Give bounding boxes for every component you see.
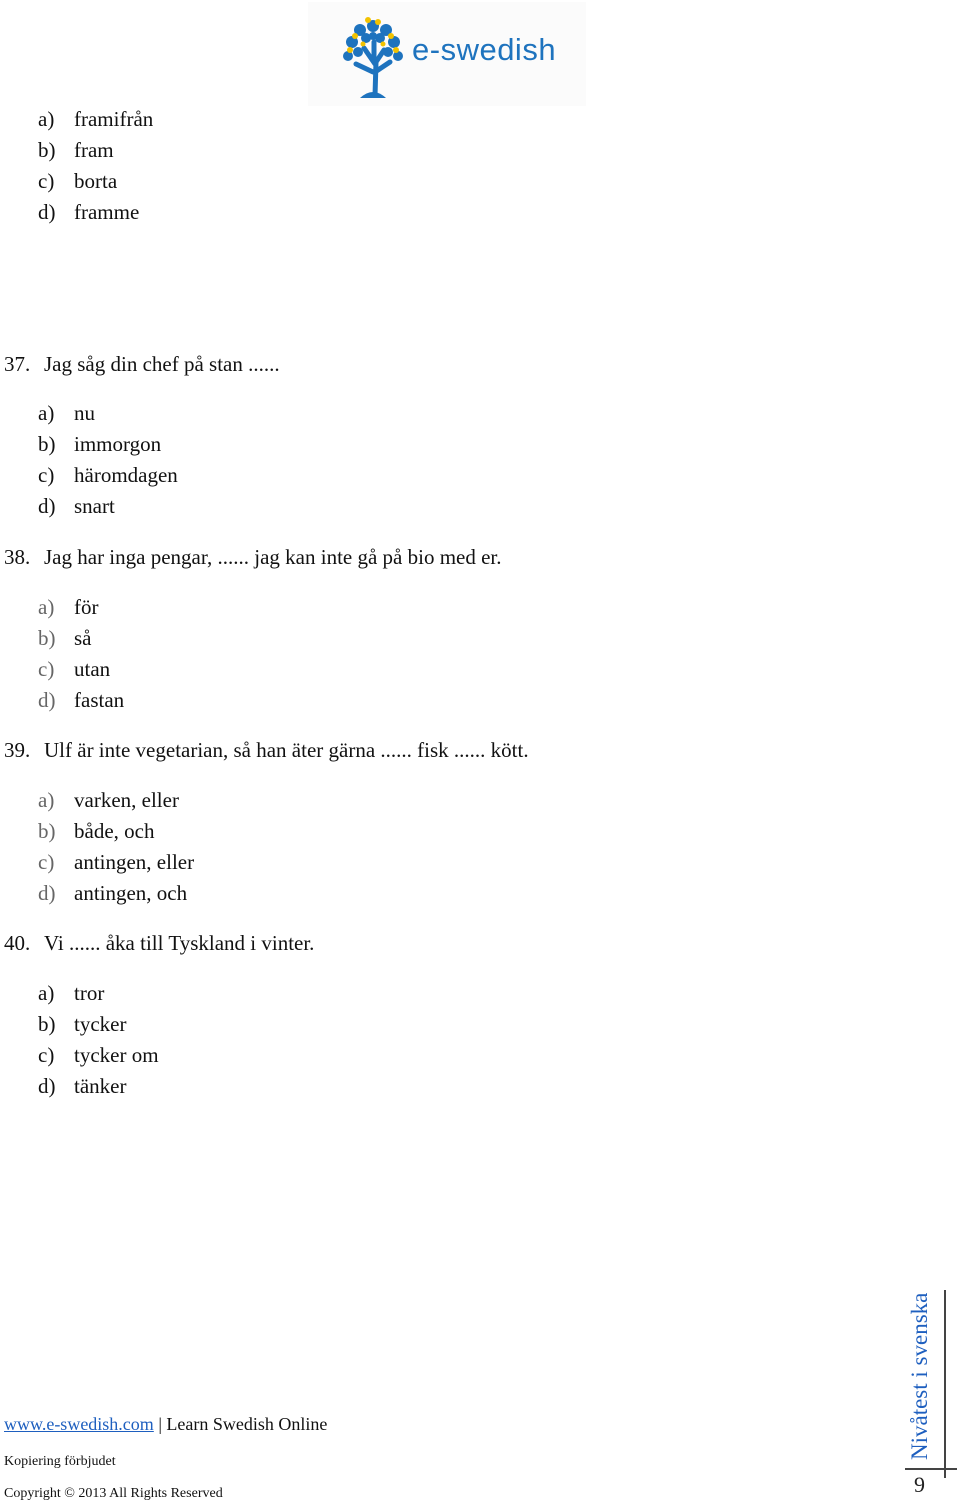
option-text: framme [74, 200, 140, 224]
option-text: antingen, och [74, 881, 188, 905]
e-swedish-logo [308, 2, 586, 106]
option-b [38, 623, 124, 654]
option-label: c) [38, 169, 55, 193]
option-label: c) [38, 657, 55, 681]
option-list [38, 104, 153, 228]
option-text: tänker [74, 1074, 127, 1098]
option-b [38, 1009, 159, 1040]
option-list [38, 785, 194, 909]
option-label: b) [38, 138, 56, 162]
option-label: a) [38, 788, 55, 812]
option-text: häromdagen [74, 463, 178, 487]
option-a [38, 398, 178, 429]
logo-wordmark: e-swedish [412, 32, 557, 67]
option-c [38, 654, 124, 685]
option-label: b) [38, 626, 56, 650]
copy-notice: Kopiering förbjudet [4, 1454, 116, 1469]
footer-link-line [4, 1414, 327, 1435]
option-label: b) [38, 819, 56, 843]
option-text: borta [74, 169, 118, 193]
option-text: framifrån [74, 107, 154, 131]
option-c [38, 460, 178, 491]
option-text: för [74, 595, 99, 619]
option-label: c) [38, 850, 55, 874]
option-label: b) [38, 1012, 56, 1036]
question-number: 37. [4, 352, 31, 376]
option-a [38, 978, 159, 1009]
option-c [38, 1040, 159, 1071]
page-number: 9 [914, 1472, 925, 1497]
option-label: a) [38, 107, 55, 131]
document-side-title: Nivåtest i svenska [907, 1292, 932, 1460]
option-d [38, 1071, 159, 1102]
question-number: 38. [4, 545, 31, 569]
option-text: varken, eller [74, 788, 179, 812]
option-label: d) [38, 688, 56, 712]
tree-icon [338, 12, 408, 98]
question-text: Jag såg din chef på stan ...... [44, 352, 280, 376]
question-40 [4, 931, 314, 956]
side-divider-horizontal [905, 1468, 957, 1470]
option-text: fram [74, 138, 114, 162]
option-label: d) [38, 881, 56, 905]
side-divider-vertical [944, 1290, 946, 1478]
option-d [38, 685, 124, 716]
option-label: a) [38, 401, 55, 425]
option-label: d) [38, 200, 56, 224]
question-number: 39. [4, 738, 31, 762]
option-label: c) [38, 463, 55, 487]
copyright: Copyright © 2013 All Rights Reserved [4, 1486, 223, 1501]
option-b [38, 135, 153, 166]
question-number: 40. [4, 931, 31, 955]
option-a [38, 785, 194, 816]
option-b [38, 429, 178, 460]
question-text: Jag har inga pengar, ...... jag kan inte gå på bio med er. [44, 545, 502, 569]
option-d [38, 878, 194, 909]
option-list [38, 592, 124, 716]
option-label: d) [38, 494, 56, 518]
option-text: antingen, eller [74, 850, 195, 874]
option-label: a) [38, 981, 55, 1005]
option-text: tycker om [74, 1043, 159, 1067]
website-link[interactable]: www.e-swedish.com [4, 1414, 154, 1434]
option-label: a) [38, 595, 55, 619]
option-d [38, 491, 178, 522]
option-c [38, 166, 153, 197]
option-b [38, 816, 194, 847]
option-text: så [74, 626, 92, 650]
option-text: snart [74, 494, 115, 518]
option-text: tror [74, 981, 105, 1005]
option-list [38, 978, 159, 1102]
footer-separator: | [153, 1414, 167, 1434]
option-text: tycker [74, 1012, 127, 1036]
question-38 [4, 545, 502, 570]
option-text: immorgon [74, 432, 162, 456]
option-label: b) [38, 432, 56, 456]
option-a [38, 104, 153, 135]
footer-tagline: Learn Swedish Online [166, 1414, 328, 1434]
option-d [38, 197, 153, 228]
option-text: fastan [74, 688, 125, 712]
option-text: utan [74, 657, 111, 681]
option-a [38, 592, 124, 623]
question-39 [4, 738, 529, 763]
option-label: d) [38, 1074, 56, 1098]
option-label: c) [38, 1043, 55, 1067]
option-text: både, och [74, 819, 155, 843]
question-text: Vi ...... åka till Tyskland i vinter. [44, 931, 315, 955]
question-37 [4, 352, 280, 377]
question-text: Ulf är inte vegetarian, så han äter gärna ...... fisk ...... kött. [44, 738, 529, 762]
option-c [38, 847, 194, 878]
option-text: nu [74, 401, 95, 425]
option-list [38, 398, 178, 522]
